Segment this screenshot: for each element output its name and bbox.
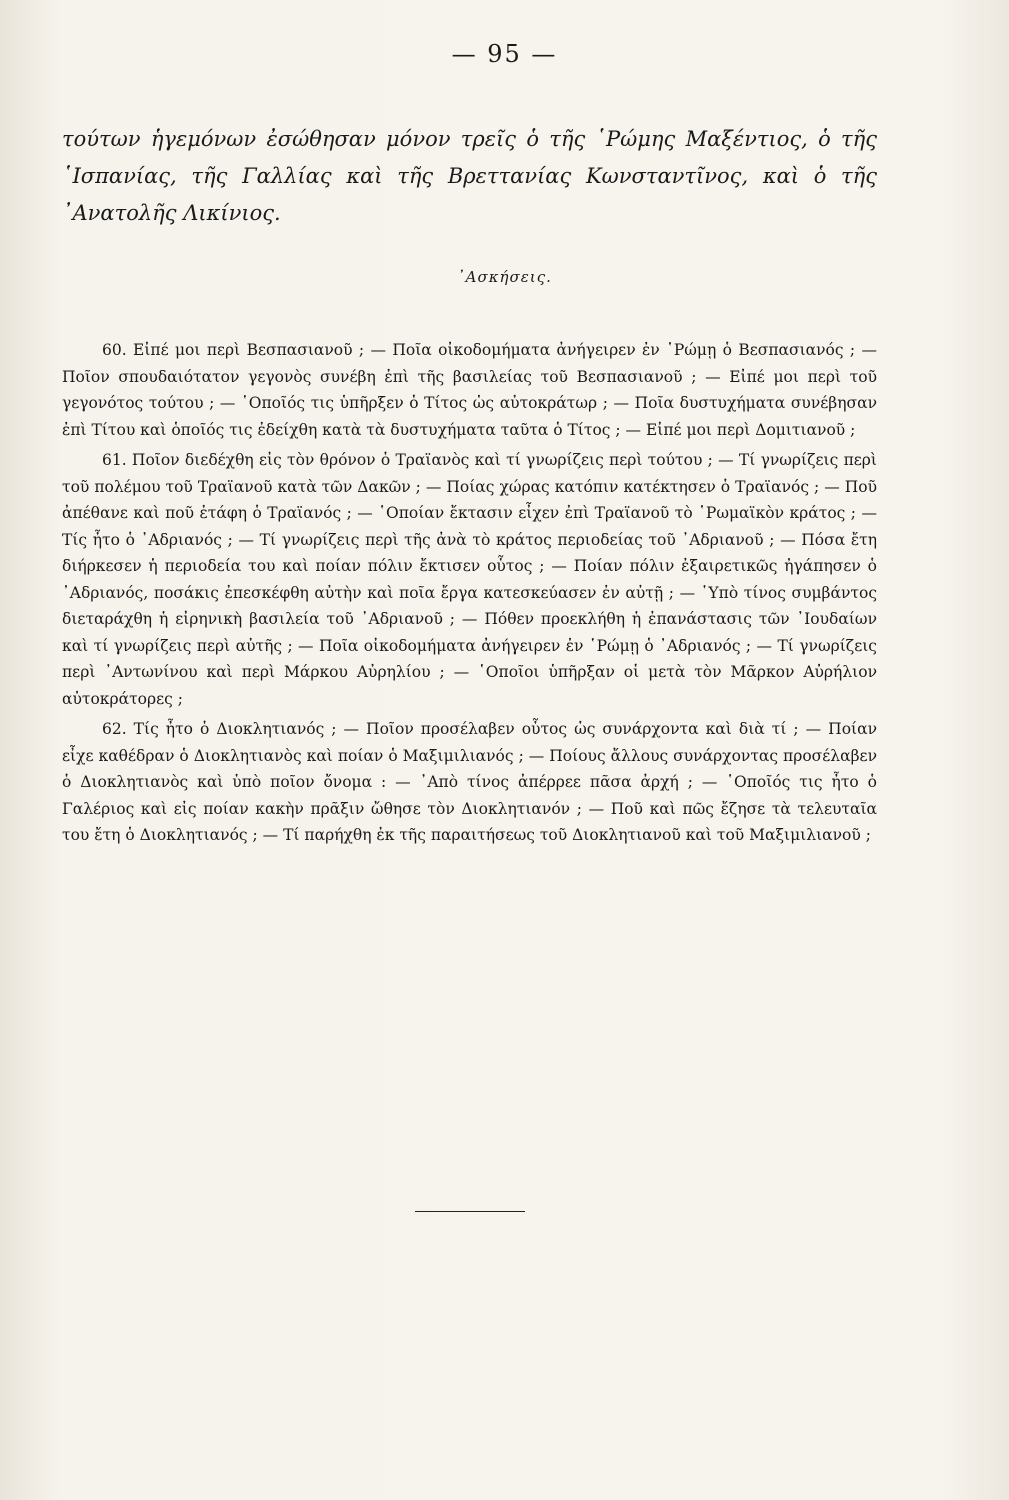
exercise-61: 61. Ποῖον διεδέχθη εἰς τὸν θρόνον ὁ Τραϊανὸς καὶ τί γνωρίζεις περὶ τούτου ; — Τί γνωρίζεις περὶ τοῦ πολέμου τοῦ Τραϊανοῦ κατὰ τῶν Δακῶν ; — Ποίας χώρας κατόπιν κατέκτησεν ὁ Τραϊανός ; — Ποῦ ἀπέθανε καὶ ποῦ ἐτάφη ὁ Τραϊανός ; — ῾Οποίαν ἔκτασιν εἶχεν ἐπὶ Τραϊανοῦ τὸ ῾Ρωμαϊκὸν κράτος ; — Τίς ἦτο ὁ ᾿Αδριανός ; — Τί γνωρίζεις περὶ τῆς ἀνὰ τὸ κράτος περιοδείας τοῦ ᾿Αδριανοῦ ; — Πόσα ἔτη διήρκεσεν ἡ περιοδεία του καὶ ποίαν πόλιν ἔκτισεν οὗτος ; — Ποίαν πόλιν ἐξαιρετικῶς ἠγάπησεν ὁ ᾿Αδριανός, ποσάκις ἐπεσκέφθη αὐτὴν καὶ ποῖα ἔργα κατεσκεύασεν ἐν αὐτῇ ; — ῾Υπὸ τίνος συμβάντος διεταράχθη ἡ εἰρηνικὴ βασιλεία τοῦ ᾿Αδριανοῦ ; — Πόθεν προεκλήθη ἡ ἐπανάστασις τῶν ᾿Ιουδαίων καὶ τί γνωρίζεις περὶ αὐτῆς ; — Ποῖα οἰκοδομήματα ἀνήγειρεν ἐν ῾Ρώμῃ ὁ ᾿Αδριανός ; — Τί γνωρίζεις περὶ ᾿Αντωνίνου καὶ περὶ Μάρκου Αὐρηλίου ; — ῾Οποῖοι ὑπῆρξαν οἱ μετὰ τὸν Μᾶρκον Αὐρήλιον αὐτοκράτορες ; xyxy=(62,451,877,708)
exercise-60: 60. Εἰπέ μοι περὶ Βεσπασιανοῦ ; — Ποῖα οἰκοδομήματα ἀνήγειρεν ἐν ῾Ρώμῃ ὁ Βεσπασιανός ; — Ποῖον σπουδαιότατον γεγονὸς συνέβη ἐπὶ τῆς βασιλείας τοῦ Βεσπασιανοῦ ; — Εἰπέ μοι περὶ τοῦ γεγονότος τούτου ; — ῾Οποῖός τις ὑπῆρξεν ὁ Τίτος ὡς αὐτοκράτωρ ; — Ποῖα δυστυχήματα συνέβησαν ἐπὶ Τίτου καὶ ὁποῖός τις ἐδείχθη κατὰ τὰ δυστυχήματα ταῦτα ὁ Τίτος ; — Εἰπέ μοι περὶ Δομιτιανοῦ ; xyxy=(62,341,877,439)
exercises-section xyxy=(62,337,877,853)
end-rule xyxy=(415,1211,525,1212)
intro-paragraph: τούτων ἡγεμόνων ἐσώθησαν μόνον τρεῖς ὁ τῆς ῾Ρώμης Μαξέντιος, ὁ τῆς ῾Ισπανίας, τῆς Γαλλίας καὶ τῆς Βρεττανίας Κωνσταντῖνος, καὶ ὁ τῆς ᾿Ανατολῆς Λικίνιος. xyxy=(62,127,877,225)
page-number: — 95 — xyxy=(451,40,558,68)
section-heading: ᾿Ασκήσεις. xyxy=(457,268,552,286)
exercise-62: 62. Τίς ἦτο ὁ Διοκλητιανός ; — Ποῖον προσέλαβεν οὗτος ὡς συνάρχοντα καὶ διὰ τί ; — Ποίαν εἶχε καθέδραν ὁ Διοκλητιανὸς καὶ ποίαν ὁ Μαξιμιλιανός ; — Ποίους ἄλλους συνάρχοντας προσέλαβεν ὁ Διοκλητιανὸς καὶ ὑπὸ ποῖον ὄνομα : — ᾿Απὸ τίνος ἀπέρρεε πᾶσα ἀρχή ; — ῾Οποῖός τις ἦτο ὁ Γαλέριος καὶ εἰς ποίαν κακὴν πρᾶξιν ὤθησε τὸν Διοκλητιανόν ; — Ποῦ καὶ πῶς ἔζησε τὰ τελευταῖα του ἔτη ὁ Διοκλητιανός ; — Τί παρήχθη ἐκ τῆς παραιτήσεως τοῦ Διοκλητιανοῦ καὶ τοῦ Μαξιμιλιανοῦ ; xyxy=(62,720,877,844)
